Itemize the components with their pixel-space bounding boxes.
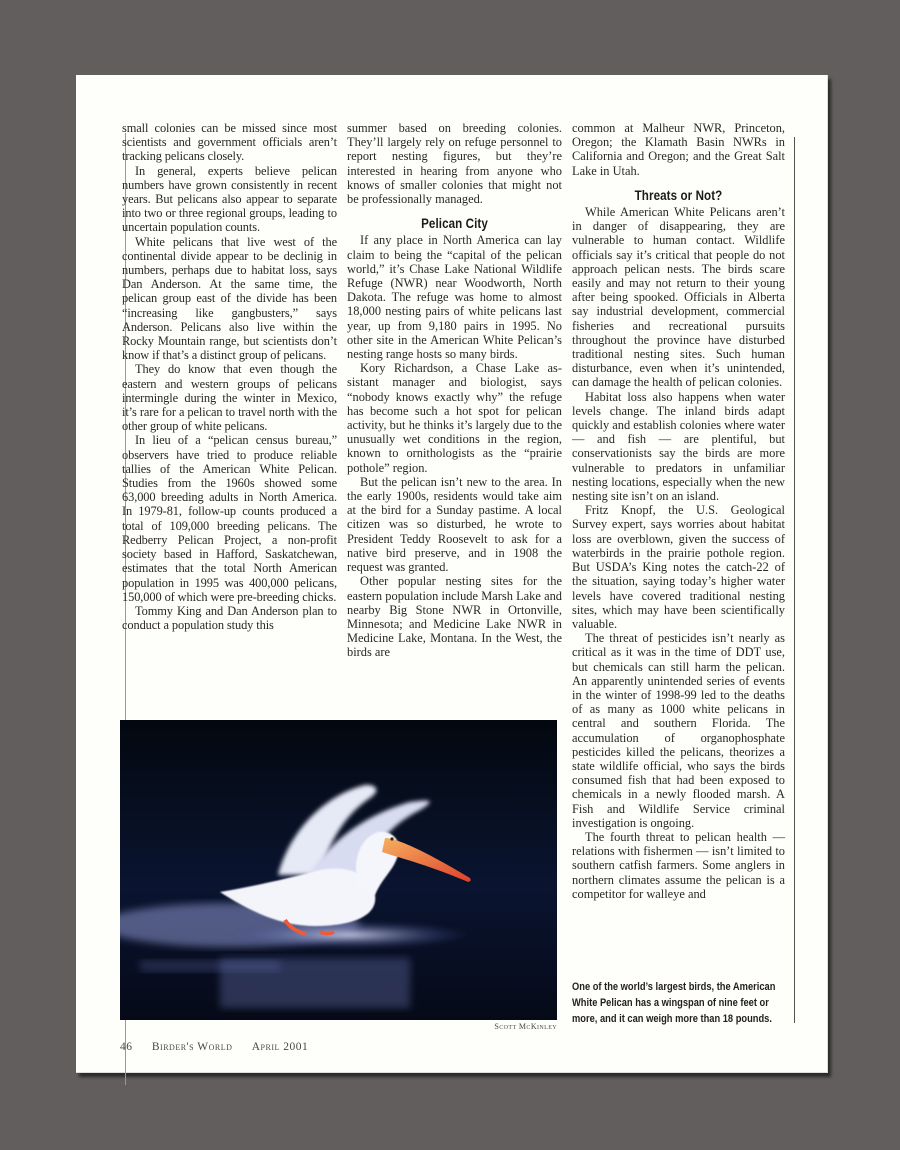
text-column-3 bbox=[572, 121, 785, 901]
right-column-rule bbox=[794, 137, 795, 1023]
body-paragraph: Fritz Knopf, the U.S. Geological Survey expert, says worries about habitat loss are overblown, given the success of waterbirds in the prairie pothole region. But USDA’s King notes the catch-22 of the situation, saying today’s higher water levels have covered traditional nesting sites, which may have been scientifically valuable. bbox=[572, 503, 785, 631]
body-paragraph: If any place in North America can lay claim to being the “capital of the pelican world,” it’s Chase Lake National Wildlife Refuge (NWR) near Woodworth, North Dakota. The refuge was home to almost 18,000 nesting pairs of white pelicans last year, up from 9,180 pairs in 1995. No other site in the American White Pelican’s nesting range hosts so many birds. bbox=[347, 233, 562, 362]
body-paragraph: Tommy King and Dan Anderson plan to conduct a population study this bbox=[122, 603, 337, 633]
body-paragraph: small colonies can be missed since most scientists and government officials aren’t tracking pelicans closely. bbox=[122, 121, 337, 164]
pelican-illustration bbox=[120, 720, 557, 1020]
page-number: 46 bbox=[120, 1041, 133, 1053]
issue-date: April 2001 bbox=[251, 1041, 309, 1053]
text-column-2 bbox=[347, 121, 562, 660]
body-paragraph: Habitat loss also happens when water levels change. The inland birds adapt quickly and establish colonies where water — and fish — are plentiful, but conservationists say the birds are more vulnerable to predators in unfamiliar nesting locations, especially when the new nesting site isn’t on an island. bbox=[572, 389, 785, 504]
body-paragraph: In general, experts believe pelican numbers have grown consistently in recent years. But pelicans also appear to separate into two or three regional groups, leading to uncertain population counts. bbox=[122, 163, 337, 235]
text-column-1 bbox=[122, 121, 337, 632]
body-paragraph: While American White Pelicans aren’t in danger of disappearing, they are vulnerable to human contact. Wildlife officials say it’s critical that people do not approach pelican nests. The birds scare easily and may not return to their young after being spooked. Officials in Alberta say industrial development, commercial fisheries and recreational pursuits throughout the province have disturbed traditional nesting sites. Such human disturbance, even when it’s unintended, can damage the health of pelican colonies. bbox=[572, 205, 785, 390]
body-paragraph: summer based on breeding colonies. They’ll largely rely on refuge personnel to report nesting figures, but they’re interested in hearing from anyone who knows of smaller colonies that might not be professionally managed. bbox=[347, 121, 562, 207]
body-paragraph: Other popular nesting sites for the eastern population include Marsh Lake and nearby Big Stone NWR in Ortonville, Minnesota; and Medicine Lake NWR in Medicine Lake, Montana. In the West, the birds are bbox=[347, 574, 562, 660]
section-heading: Threats or Not? bbox=[634, 187, 723, 203]
water-splash bbox=[230, 921, 470, 949]
magazine-page bbox=[76, 75, 828, 1073]
pelican-eye bbox=[390, 837, 393, 840]
photo-caption: One of the world’s largest birds, the American White Pelican has a wingspan of nine feet or more, and it can weigh more than 18 pounds. bbox=[572, 981, 776, 1025]
body-paragraph: Kory Richardson, a Chase Lake assistant manager and biologist, says “nobody knows exactly why” the refuge has become such a hot spot for pelican activity, but he thinks it’s largely due to the unusually wet conditions in the region, known to ornithologists as the “prairie pothole” region. bbox=[347, 361, 562, 475]
reflection-ripple bbox=[140, 960, 280, 972]
photo-credit: Scott McKinley bbox=[494, 1022, 557, 1031]
body-paragraph: The threat of pesticides isn’t nearly as critical as it was in the time of DDT use, but chemicals can still harm the pelican. An apparently unintended series of events in the winter of 1998-99 led to the deaths of as many as 1000 white pelicans in central and southern Florida. The accumulation of organophosphate pesticides killed the pelicans, theorizes a state wildlife official, who says the birds consumed fish that had been exposed to chemicals in a newly flooded marsh. A Fish and Wildlife Service criminal investigation is ongoing. bbox=[572, 631, 785, 830]
body-paragraph: In lieu of a “pelican census bureau,” observers have tried to produce reliable tallies of the American White Pelican. Studies from the 1960s showed some 63,000 breeding adults in North America. In 1979-81, follow-up counts produced a total of 109,000 breeding pelicans. The Redberry Pelican Project, a non-profit society based in Hafford, Saskatchewan, estimates that the total North American population in 1995 was 400,000 pelicans, 150,000 of which were pre-breeding chicks. bbox=[122, 433, 337, 604]
section-heading: Pelican City bbox=[421, 216, 488, 232]
pelican-foot-right bbox=[320, 932, 334, 934]
pelican-photo bbox=[120, 720, 557, 1020]
body-paragraph: But the pelican isn’t new to the area. In the early 1900s, residents would take aim at the bird for a Sunday pastime. A local citizen was so disturbed, he wrote to President Teddy Roosevelt to ask for a native bird preserve, and in 1908 the request was granted. bbox=[347, 474, 562, 575]
body-paragraph: The fourth threat to pelican health — relations with fishermen — isn’t limited to southern catfish farmers. Some anglers in northern climates assume the pelican is a competitor for walleye and bbox=[572, 829, 785, 901]
page-footer bbox=[120, 1041, 324, 1053]
body-paragraph: They do know that even though the eastern and western groups of pelicans intermingle during the winter in Mexico, it’s rare for a pelican to travel north with the other group of white pelicans. bbox=[122, 362, 337, 434]
body-paragraph: common at Malheur NWR, Princeton, Oregon; the Klamath Basin NWRs in California and Oregon; and the Great Salt Lake in Utah. bbox=[572, 121, 785, 178]
magazine-name: Birder's World bbox=[151, 1041, 233, 1053]
body-paragraph: White pelicans that live west of the continental divide appear to be declinig in numbers, perhaps due to habitat loss, says Dan Anderson. At the same time, the pelican group east of the divide has been “increasing like gangbusters,” says Anderson. Pelicans also live within the Rocky Mountain range, but scientists don’t know if that’s a distinct group of pelicans. bbox=[122, 234, 337, 363]
